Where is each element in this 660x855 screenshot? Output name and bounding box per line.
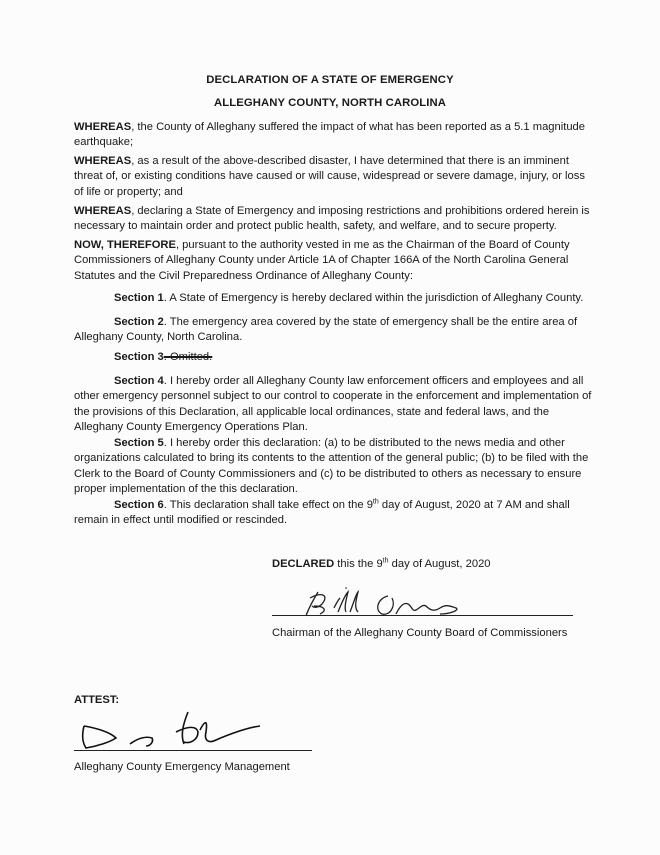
section-5-lead: Section 5 xyxy=(114,437,164,449)
section-4-paragraph xyxy=(74,374,594,435)
now-therefore-text: , pursuant to the authority vested in me as the Chairman of the Board of County Commissioners of Alleghany County under Article 1A of Chapter 166A of the North Carolina General Statutes and the Civil Preparedness Ordinance of Alleghany County: xyxy=(74,239,570,282)
now-therefore-lead: NOW, THEREFORE xyxy=(74,239,176,251)
attest-signature-line xyxy=(74,750,312,751)
section-1-text: . A State of Emergency is hereby declared within the jurisdiction of Alleghany County. xyxy=(163,292,584,304)
section-6-lead: Section 6 xyxy=(114,499,164,511)
section-6-text-a: . This declaration shall take effect on the 9 xyxy=(163,499,373,511)
section-4-lead: Section 4 xyxy=(114,375,164,387)
whereas-lead: WHEREAS xyxy=(74,155,132,167)
section-1-lead: Section 1 xyxy=(114,292,164,304)
whereas-text: , declaring a State of Emergency and imposing restrictions and prohibitions ordered herein is necessary to maintain order and protect public health, safety, and welfare, and to secure property. xyxy=(74,205,590,233)
section-5-paragraph xyxy=(74,436,594,497)
declared-line xyxy=(272,558,491,570)
section-1-paragraph xyxy=(74,291,594,306)
section-2-lead: Section 2 xyxy=(114,316,164,328)
now-therefore-paragraph xyxy=(74,238,594,284)
whereas-text: , as a result of the above-described disaster, I have determined that there is an imminent threat of, or existing conditions have caused or will cause, widespread or severe damage, injury, or loss of life or property; and xyxy=(74,155,585,198)
chairman-title: Chairman of the Alleghany County Board of Commissioners xyxy=(272,627,568,639)
declared-text-a: this the 9 xyxy=(334,558,383,570)
whereas-text: , the County of Alleghany suffered the impact of what has been reported as a 5.1 magnitude earthquake; xyxy=(74,121,585,149)
whereas-paragraph-3 xyxy=(74,204,594,235)
whereas-lead: WHEREAS xyxy=(74,121,132,133)
declared-ordinal-suffix: th xyxy=(382,557,389,565)
section-6-ordinal-suffix: th xyxy=(372,498,379,506)
declared-text-b: day of August, 2020 xyxy=(388,558,491,570)
section-4-text: . I hereby order all Alleghany County law enforcement officers and employees and all other emergency personnel subject to our control to cooperate in the enforcement and implementation of the provisions of this Declaration, all applicable local ordinances, state and federal laws, and the Alleghany County Emergency Operations Plan. xyxy=(74,375,592,433)
section-3-struck-text: . Omitted. xyxy=(163,351,213,363)
section-3-lead: Section 3 xyxy=(114,351,164,363)
section-6-paragraph xyxy=(74,498,594,529)
whereas-paragraph-2 xyxy=(74,154,594,200)
section-2-paragraph xyxy=(74,315,594,346)
section-2-text: . The emergency area covered by the state of emergency shall be the entire area of Alleghany County, North Carolina. xyxy=(74,316,578,344)
section-6-text-b: day of August, 2020 at 7 AM and shall remain in effect until modified or rescinded. xyxy=(74,499,570,527)
section-3-paragraph xyxy=(74,350,594,365)
whereas-paragraph-1 xyxy=(74,120,594,151)
document-title: DECLARATION OF A STATE OF EMERGENCY xyxy=(206,74,454,86)
attest-label: ATTEST: xyxy=(74,694,120,706)
attest-title: Alleghany County Emergency Management xyxy=(74,761,290,773)
declared-lead: DECLARED xyxy=(272,558,335,570)
section-5-text: . I hereby order this declaration: (a) to be distributed to the news media and other organizations calculated to bring its contents to the attention of the general public; (b) to be filed with the Clerk to the Board of County Commissioners and (c) to be distributed to others as necessary to ensure proper implementation of the this declaration. xyxy=(74,437,589,495)
document-subtitle: ALLEGHANY COUNTY, NORTH CAROLINA xyxy=(213,97,447,109)
chairman-signature-line xyxy=(272,615,573,616)
chairman-signature xyxy=(290,584,530,624)
whereas-lead: WHEREAS xyxy=(74,205,132,217)
